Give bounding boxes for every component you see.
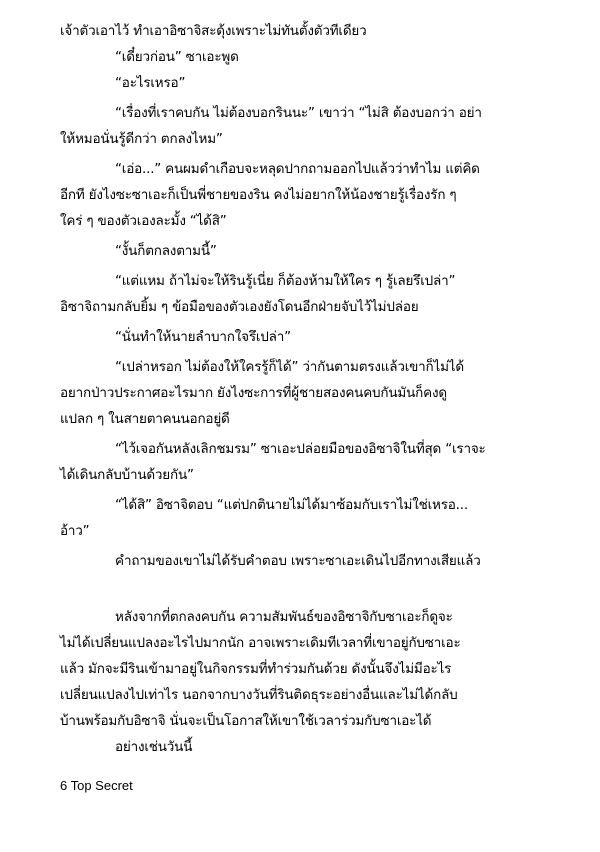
text-line: คำถามของเขาไม่ได้รับคำตอบ เพราะซาเอะเดินไปอีกทางเสียแล้ว bbox=[115, 553, 481, 569]
text-line: “เปล่าหรอก ไม่ต้องให้ใครรู้ก็ได้” ว่ากันตามตรงแล้วเขาก็ไม่ได้ bbox=[115, 359, 464, 375]
text-line: อย่างเช่นวันนี้ bbox=[115, 739, 193, 755]
text-line: อิซาจิถามกลับยิ้ม ๆ ข้อมือของตัวเองยังโดนอีกฝ่ายจับไว้ไม่ปล่อย bbox=[60, 299, 419, 315]
text-line: ได้เดินกลับบ้านด้วยกัน” bbox=[60, 467, 194, 483]
page-footer: 6 Top Secret bbox=[60, 778, 133, 793]
text-line: “ได้สิ” อิซาจิตอบ “แต่ปกตินายไม่ได้มาซ้อมกับเราไม่ใช่เหรอ... bbox=[115, 497, 468, 513]
text-line: อีกที ยังไงซะซาเอะก็เป็นพี่ชายของริน คงไม่อยากให้น้องชายรู้เรื่องรัก ๆ bbox=[60, 187, 457, 203]
text-line: “เดี๋ยวก่อน” ซาเอะพูด bbox=[115, 49, 239, 65]
text-line: “นั่นทำให้นายลำบากใจรึเปล่า” bbox=[115, 329, 291, 345]
text-line: อ้าว” bbox=[60, 523, 90, 539]
text-line: อยากป่าวประกาศอะไรมาก ยังไงซะการที่ผู้ชายสองคนคบกันมันก็คงดู bbox=[60, 385, 447, 401]
text-line: เปลี่ยนแปลงไปเท่าไร นอกจากบางวันที่รินติดธุระอย่างอื่นและไม่ได้กลับ bbox=[60, 687, 458, 703]
text-line: หลังจากที่ตกลงคบกัน ความสัมพันธ์ของอิซาจิกับซาเอะก็ดูจะ bbox=[115, 609, 453, 625]
text-line: แล้ว มักจะมีรินเข้ามาอยู่ในกิจกรรมที่ทำร่วมกันด้วย ดังนั้นจึงไม่มีอะไร bbox=[60, 661, 452, 677]
text-line: บ้านพร้อมกับอิซาจิ นั่นจะเป็นโอกาสให้เขาใช้เวลาร่วมกับซาเอะได้ bbox=[60, 713, 432, 729]
text-line: ให้หมอนั่นรู้ดีกว่า ตกลงไหม” bbox=[60, 131, 223, 147]
text-line: “เรื่องที่เราคบกัน ไม่ต้องบอกรินนะ” เขาว่า “ไม่สิ ต้องบอกว่า อย่า bbox=[115, 105, 482, 121]
text-line: “แต่แหม ถ้าไม่จะให้รินรู้เนี่ย ก็ต้องห้ามให้ใคร ๆ รู้เลยรึเปล่า” bbox=[115, 273, 456, 289]
text-line: “อะไรเหรอ” bbox=[115, 75, 186, 91]
text-line: ใคร่ ๆ ของตัวเองละมั้ง “ได้สิ” bbox=[60, 213, 227, 229]
text-line: “ไว้เจอกันหลังเลิกชมรม” ซาเอะปล่อยมือของอิซาจิในที่สุด “เราจะ bbox=[115, 441, 486, 457]
text-line: “งั้นก็ตกลงตามนี้” bbox=[115, 243, 217, 259]
text-line: ไม่ได้เปลี่ยนแปลงอะไรไปมากนัก อาจเพราะเดิมทีเวลาที่เขาอยู่กับซาเอะ bbox=[60, 635, 461, 651]
text-line: แปลก ๆ ในสายตาคนนอกอยู่ดี bbox=[60, 411, 230, 427]
text-line: เจ้าตัวเอาไว้ ทำเอาอิซาจิสะดุ้งเพราะไม่ทันตั้งตัวทีเดียว bbox=[60, 23, 367, 39]
text-line: “เอ่อ...” คนผมดำเกือบจะหลุดปากถามออกไปแล้วว่าทำไม แต่คิด bbox=[115, 161, 480, 177]
